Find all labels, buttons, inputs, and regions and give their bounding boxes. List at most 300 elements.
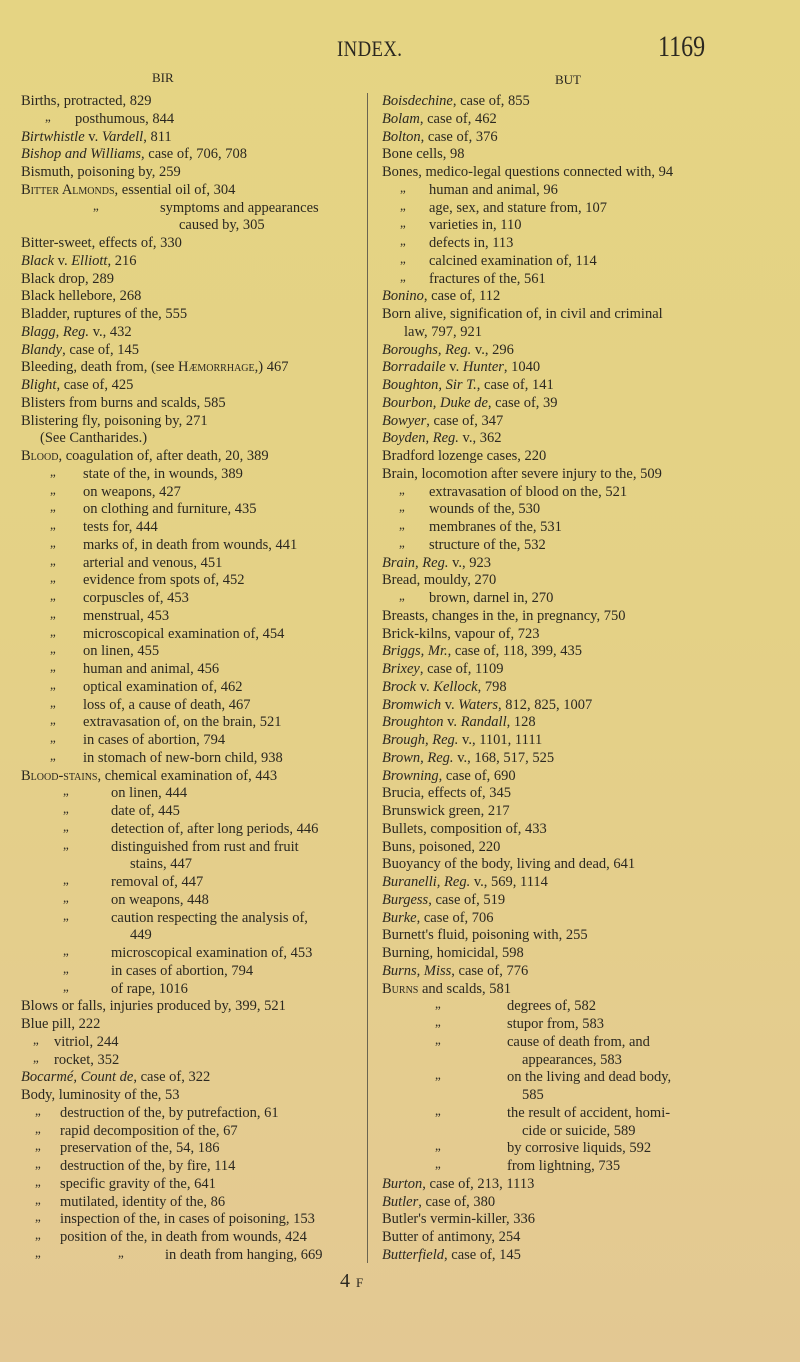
entry-text: [382, 1175, 534, 1193]
index-entry-line: [382, 216, 742, 238]
index-entry-line: [21, 216, 381, 234]
entry-text: [382, 92, 530, 110]
entry-segment: stupor from, 583: [507, 1016, 605, 1032]
entry-segment: Bones, medico-legal questions connected with, 94: [382, 164, 674, 180]
entry-segment: v.: [54, 252, 72, 269]
index-entry-line: [382, 678, 742, 696]
entry-segment: Burning, homicidal, 598: [382, 945, 524, 961]
entry-text: [21, 358, 288, 376]
ditto-mark: ”: [400, 204, 406, 220]
ditto-mark: ”: [435, 1145, 441, 1161]
entry-text: [21, 145, 247, 163]
entry-name-italic: Boroughs, Reg.: [382, 341, 472, 358]
entry-segment: , case of, 145: [444, 1246, 521, 1263]
entry-text: [83, 713, 282, 731]
entry-segment: , 812, 825, 1007: [498, 696, 593, 713]
entry-text: [507, 1015, 604, 1033]
entry-segment: Bladder, ruptures of the, 555: [21, 306, 188, 322]
entry-text: [21, 1068, 210, 1086]
index-entry-line: [21, 323, 381, 341]
entry-text: [83, 607, 169, 625]
entry-segment: , 128: [506, 714, 536, 731]
entry-name-italic: Bolam: [382, 110, 420, 127]
ditto-mark: ”: [63, 967, 69, 983]
index-entry-line: [382, 234, 742, 255]
entry-segment: Blows or falls, injuries produced by, 399, 521: [21, 998, 286, 1015]
index-entry-line: [21, 660, 381, 681]
entry-text: [382, 358, 540, 376]
entry-name-italic: Bocarmé, Count de: [21, 1069, 134, 1086]
entry-segment: Black hellebore, 268: [21, 288, 142, 305]
entry-segment: v., 362: [458, 430, 502, 447]
entry-segment: microscopical examination of, 454: [83, 625, 285, 642]
index-entry-line: [21, 554, 381, 575]
entry-text: [111, 891, 209, 909]
index-entry-line: [21, 483, 381, 504]
entry-text: [111, 909, 308, 927]
entry-text: [382, 926, 588, 944]
index-entry-line: [21, 1068, 381, 1086]
entry-text: [382, 128, 498, 146]
entry-name-italic: Birtwhistle: [21, 128, 85, 145]
ditto-mark: ”: [400, 186, 406, 202]
entry-text: [111, 838, 299, 856]
entry-text: [83, 749, 283, 767]
index-entry-line: [382, 731, 742, 749]
entry-segment: from lightning, 735: [507, 1158, 621, 1174]
entry-text: [21, 394, 226, 412]
ditto-mark: ”: [63, 914, 69, 930]
signature-number: 4: [340, 1270, 350, 1292]
entry-text: [21, 323, 132, 341]
entry-name-italic: Borradaile: [382, 359, 446, 376]
entry-text: [111, 980, 188, 998]
entry-text: [382, 909, 494, 927]
entry-text: [21, 163, 181, 181]
entry-name-italic: Burton: [382, 1175, 423, 1192]
entry-text: [382, 642, 582, 660]
entry-name-italic: Bromwich: [382, 696, 442, 713]
entry-segment: , case of, 376: [420, 128, 498, 145]
entry-text: [83, 696, 251, 714]
index-entry-line: [21, 429, 381, 447]
index-entry-line: [21, 1175, 381, 1196]
entry-segment: , case of, 1109: [419, 661, 504, 677]
entry-text: [83, 571, 244, 589]
index-entry-line: [21, 145, 381, 163]
ditto-mark: ”: [400, 275, 406, 291]
entry-segment: Bismuth, poisoning by, 259: [21, 164, 181, 180]
index-entry-line: [382, 962, 742, 980]
entry-name-italic: Vardell: [101, 128, 144, 145]
entry-text: [429, 234, 513, 252]
ditto-mark: ”: [63, 896, 69, 912]
index-entry-line: [21, 589, 381, 610]
index-entry-line: [382, 1210, 742, 1228]
ditto-mark: ”: [50, 595, 56, 610]
entry-heading: Blood-stains: [21, 767, 98, 784]
entry-segment: , case of, 145: [62, 341, 139, 358]
entry-segment: v.: [443, 714, 461, 731]
index-entry-line: [21, 1193, 381, 1214]
index-entry-line: [382, 270, 742, 291]
index-entry-line: [382, 110, 742, 128]
entry-text: [111, 944, 312, 962]
entry-segment: extravasation of, on the brain, 521: [83, 714, 282, 731]
entry-name-italic: Blight: [21, 377, 57, 393]
ditto-mark: ”: [50, 559, 56, 575]
ditto-mark: ”: [93, 204, 99, 220]
index-entry-line: [382, 500, 742, 522]
index-entry-line: [382, 625, 742, 643]
entry-text: [382, 873, 548, 891]
entry-text: [507, 997, 596, 1015]
entry-heading: Hæmorrhage: [178, 359, 255, 376]
entry-text: [382, 696, 592, 714]
entry-text: [507, 1033, 650, 1051]
ditto-mark: ”: [50, 541, 56, 557]
entry-text: [54, 1051, 119, 1069]
entry-segment: caused by, 305: [179, 217, 265, 234]
ditto-mark: ”: [399, 524, 405, 539]
index-entry-line: [382, 1175, 742, 1193]
entry-segment: optical examination of, 462: [83, 678, 243, 695]
entry-text: [382, 110, 497, 128]
entry-text: [382, 394, 558, 412]
entry-name-italic: Black: [21, 252, 55, 269]
entry-segment: membranes of the, 531: [429, 519, 562, 535]
index-entry-line: [382, 1033, 742, 1054]
entry-segment: (See Cantharides.): [40, 430, 148, 447]
ditto-mark: ”: [63, 879, 69, 894]
entry-segment: , case of, 380: [418, 1193, 496, 1210]
entry-text: [83, 483, 181, 501]
entry-text: [21, 287, 141, 305]
index-entry-line: [21, 909, 381, 930]
entry-text: [382, 305, 663, 323]
ditto-mark: ”: [35, 1234, 41, 1249]
ditto-mark: ”: [50, 648, 56, 664]
entry-text: [60, 1228, 307, 1246]
entry-segment: Bone cells, 98: [382, 146, 465, 163]
entry-segment: menstrual, 453: [83, 607, 170, 624]
index-entry-line: [21, 1033, 381, 1054]
entry-segment: on linen, 455: [83, 643, 160, 660]
index-entry-line: [21, 376, 381, 394]
ditto-mark: ”: [435, 1003, 441, 1019]
entry-segment: Bitter-sweet, effects of, 330: [21, 235, 182, 251]
ditto-mark: ”: [63, 808, 69, 823]
entry-text: [522, 1122, 636, 1140]
entry-text: [382, 731, 542, 749]
entry-name-italic: Broughton: [382, 714, 444, 731]
index-entry-line: [21, 962, 381, 983]
index-entry-line: [382, 163, 742, 181]
index-entry-line: [21, 784, 381, 806]
entry-segment: state of the, in wounds, 389: [83, 465, 243, 482]
index-entry-line: [382, 1015, 742, 1036]
entry-name-italic: Brown, Reg.: [382, 749, 454, 766]
entry-text: [382, 412, 503, 430]
index-entry-line: [382, 696, 742, 714]
entry-segment: distinguished from rust and fruit: [111, 838, 299, 855]
entry-segment: corpuscles of, 453: [83, 590, 189, 606]
index-entry-line: [382, 465, 742, 483]
index-entry-line: [21, 110, 381, 131]
entry-name-italic: Bonino: [382, 288, 424, 305]
entry-segment: posthumous, 844: [75, 110, 175, 127]
index-entry-line: [21, 199, 381, 220]
entry-segment: Born alive, signification of, in civil and criminal: [382, 306, 663, 322]
index-entry-line: [382, 784, 742, 802]
entry-text: [429, 589, 553, 607]
entry-segment: Blistering fly, poisoning by, 271: [21, 412, 208, 429]
entry-segment: , case of, 112: [423, 288, 501, 305]
entry-segment: wounds of the, 530: [429, 501, 541, 518]
index-entry-line: [382, 607, 742, 625]
entry-segment: loss of, a cause of death, 467: [83, 696, 251, 713]
entry-segment: , 1040: [503, 359, 541, 376]
index-entry-line: [21, 128, 381, 146]
entry-segment: degrees of, 582: [507, 998, 596, 1015]
entry-text: [83, 465, 243, 483]
entry-segment: Butler's vermin-killer, 336: [382, 1211, 536, 1228]
index-entry-line: [382, 1193, 742, 1211]
entry-segment: , essential oil of, 304: [114, 181, 236, 198]
entry-text: [522, 1086, 544, 1104]
entry-segment: tests for, 444: [83, 519, 158, 535]
ditto-mark: ”: [35, 1109, 41, 1125]
entry-name-italic: Brixey: [382, 661, 420, 677]
entry-segment: defects in, 113: [429, 235, 514, 251]
index-entry-line: [382, 820, 742, 838]
entry-segment: specific gravity of the, 641: [60, 1175, 216, 1192]
entry-text: [382, 1210, 535, 1228]
entry-text: [83, 625, 284, 643]
entry-name-italic: Butterfield: [382, 1246, 445, 1263]
entry-segment: arterial and venous, 451: [83, 554, 223, 571]
entry-segment: in cases of abortion, 794: [111, 962, 254, 979]
entry-name-italic: Randall: [460, 714, 507, 731]
entry-text: [429, 199, 607, 217]
entry-text: [21, 767, 277, 785]
entry-text: [429, 536, 546, 554]
entry-text: [507, 1104, 670, 1122]
entry-segment: vitriol, 244: [54, 1033, 119, 1050]
entry-text: [382, 891, 505, 909]
index-entry-line: [382, 554, 742, 572]
index-entry-line: [21, 997, 381, 1015]
index-entry-line: [21, 731, 381, 752]
entry-name-italic: Bishop and Williams: [21, 146, 142, 163]
right-catchword: BUT: [555, 72, 581, 87]
index-entry-line: [21, 287, 381, 305]
ditto-mark: ”: [50, 683, 56, 699]
ditto-mark: ”: [63, 950, 69, 965]
entry-name-italic: Buranelli, Reg.: [382, 874, 471, 890]
entry-text: [382, 767, 516, 785]
entry-heading: Blood: [21, 448, 59, 464]
entry-name-italic: Hunter: [462, 359, 504, 376]
ditto-mark: ”: [50, 630, 56, 646]
ditto-mark: ”: [50, 488, 56, 504]
entry-segment: age, sex, and stature from, 107: [429, 199, 607, 216]
entry-text: [40, 429, 147, 447]
entry-text: [507, 1139, 651, 1157]
ditto-mark: ”: [399, 506, 405, 522]
index-entry-line: [21, 447, 381, 465]
index-entry-line: [382, 944, 742, 962]
entry-segment: , case of, 141: [476, 377, 554, 393]
index-entry-line: [382, 92, 742, 110]
entry-text: [21, 1086, 180, 1104]
entry-segment: symptoms and appearances: [160, 199, 319, 216]
entry-text: [83, 554, 222, 572]
entry-segment: v., 296: [471, 341, 514, 358]
ditto-mark: ”: [118, 1251, 124, 1267]
entry-text: [429, 518, 562, 536]
index-entry-line: [21, 838, 381, 859]
entry-text: [382, 341, 514, 359]
ditto-mark: ”: [399, 595, 405, 610]
entry-name-italic: Bourbon, Duke de: [382, 394, 488, 411]
ditto-mark: ”: [50, 754, 56, 770]
index-entry-line: [382, 589, 742, 610]
entry-segment: Buns, poisoned, 220: [382, 838, 501, 855]
entry-name-italic: Burke: [382, 909, 417, 926]
index-entry-line: [382, 1104, 742, 1125]
index-entry-line: [382, 305, 742, 323]
entry-segment: Body, luminosity of the, 53: [21, 1087, 180, 1103]
entry-name-italic: Bowyer: [382, 412, 427, 429]
entry-segment: , case of, 322: [133, 1069, 211, 1086]
ditto-mark: ”: [50, 719, 56, 735]
index-entry-line: [382, 1068, 742, 1090]
index-entry-line: [21, 234, 381, 252]
index-entry-line: [21, 713, 381, 735]
entry-segment: , 811: [143, 128, 172, 145]
entry-segment: , case of, 706, 708: [141, 146, 247, 163]
ditto-mark: ”: [35, 1180, 41, 1196]
entry-text: [21, 447, 269, 465]
entry-segment: preservation of the, 54, 186: [60, 1140, 220, 1157]
entry-segment: rapid decomposition of the, 67: [60, 1122, 238, 1139]
entry-text: [83, 642, 159, 660]
entry-segment: cide or suicide, 589: [522, 1122, 636, 1139]
index-entry-line: [21, 642, 381, 664]
index-entry-line: [382, 341, 742, 359]
index-entry-line: [382, 252, 742, 273]
entry-segment: , case of, 213, 1113: [422, 1175, 535, 1192]
entry-text: [21, 341, 139, 359]
entry-text: [382, 944, 524, 962]
entry-segment: fractures of the, 561: [429, 270, 546, 287]
ditto-mark: ”: [50, 524, 56, 539]
index-entry-line: [382, 571, 742, 589]
entry-text: [429, 216, 521, 234]
entry-segment: the result of accident, homi-: [507, 1104, 671, 1121]
ditto-mark: ”: [63, 843, 69, 859]
entry-name-italic: Brough, Reg.: [382, 732, 459, 748]
entry-segment: marks of, in death from wounds, 441: [83, 536, 298, 553]
ditto-mark: ”: [33, 1038, 39, 1054]
index-entry-line: [21, 518, 381, 539]
entry-segment: on clothing and furniture, 435: [83, 501, 257, 518]
entry-segment: destruction of the, by putrefaction, 61: [60, 1104, 279, 1121]
ditto-mark: ”: [400, 257, 406, 273]
index-entry-line: [382, 660, 742, 678]
entry-text: [21, 252, 136, 270]
page-number: 1169: [658, 30, 706, 63]
index-entry-line: [21, 1122, 381, 1143]
entry-text: [382, 784, 511, 802]
entry-text: [111, 784, 187, 802]
ditto-mark: ”: [50, 470, 56, 486]
index-entry-line: [21, 625, 381, 646]
entry-text: [111, 820, 318, 838]
entry-name-italic: Boisdechine: [382, 93, 453, 109]
ditto-mark: ”: [50, 577, 56, 593]
entry-name-italic: Boughton, Sir T.: [382, 377, 477, 393]
index-entry-line: [382, 891, 742, 909]
ditto-mark: ”: [50, 666, 56, 681]
index-entry-line: [21, 536, 381, 557]
index-entry-line: [21, 341, 381, 359]
left-catchword: BIR: [152, 70, 174, 85]
index-entry-line: [382, 642, 742, 660]
entry-segment: varieties in, 110: [429, 217, 522, 234]
entry-segment: brown, darnel in, 270: [429, 590, 554, 606]
index-entry-line: [382, 1246, 742, 1264]
entry-text: [130, 926, 152, 944]
index-entry-line: [21, 678, 381, 699]
index-entry-line: [21, 749, 381, 770]
ditto-mark: ”: [435, 1021, 441, 1036]
entry-segment: rocket, 352: [54, 1051, 120, 1068]
entry-segment: , case of, 118, 399, 435: [447, 643, 583, 660]
entry-name-italic: Burns, Miss: [382, 962, 452, 979]
entry-segment: v., 1101, 1111: [458, 732, 543, 748]
entry-name-italic: Briggs, Mr.: [382, 643, 448, 660]
entry-heading: Burns: [382, 980, 419, 997]
entry-segment: Black drop, 289: [21, 270, 115, 287]
entry-text: [382, 447, 546, 465]
ditto-mark: ”: [35, 1251, 41, 1267]
entry-text: [429, 500, 540, 518]
entry-text: [179, 216, 265, 234]
entry-text: [83, 589, 189, 607]
entry-segment: , case of, 855: [452, 93, 530, 109]
ditto-mark: ”: [400, 240, 406, 255]
entry-segment: in stomach of new-born child, 938: [83, 749, 283, 766]
entry-text: [60, 1157, 235, 1175]
entry-text: [382, 749, 554, 767]
ditto-mark: ”: [435, 1038, 441, 1054]
entry-segment: mutilated, identity of the, 86: [60, 1193, 226, 1210]
entry-text: [21, 181, 235, 199]
entry-segment: removal of, 447: [111, 874, 204, 890]
index-entry-line: [382, 199, 742, 220]
entry-segment: law, 797, 921: [404, 323, 482, 340]
entry-text: [382, 713, 536, 731]
entry-segment: , case of, 462: [419, 110, 497, 127]
index-entry-line: [382, 429, 742, 447]
index-entry-line: [21, 181, 381, 199]
index-entry-line: [382, 323, 742, 341]
index-entry-line: [382, 358, 742, 376]
ditto-mark: ”: [35, 1127, 41, 1143]
index-entry-line: [21, 163, 381, 181]
